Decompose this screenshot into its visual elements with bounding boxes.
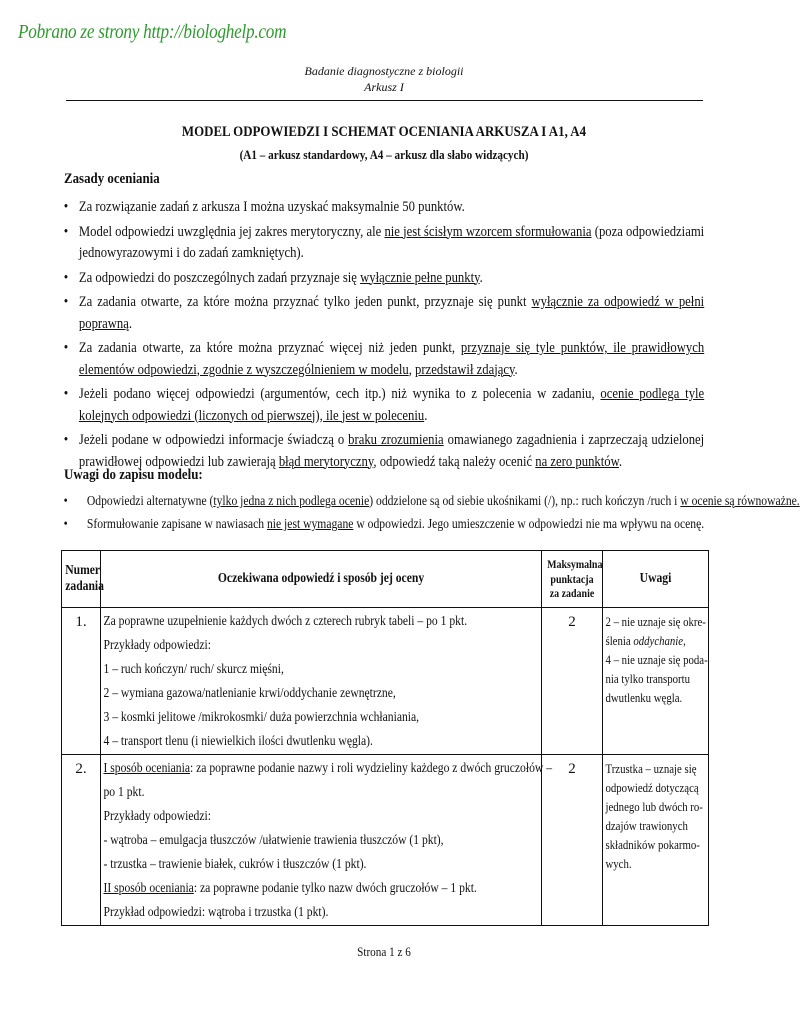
page-footer: Strona 1 z 6 (357, 944, 411, 959)
text-line: Trzustka – uznaje się (605, 761, 697, 776)
row-answer (101, 608, 466, 754)
row-answer (101, 755, 553, 925)
text-line: składników pokarmo- (605, 837, 700, 852)
row-remarks-cell (603, 608, 709, 755)
page-subtitle: (A1 – arkusz standardowy, A4 – arkusz dla słabo widzących) (239, 147, 529, 162)
text-line: ślenia oddychanie, (605, 633, 686, 648)
row-answer-cell (101, 755, 553, 926)
page-title: MODEL ODPOWIEDZI I SCHEMAT OCENIANIA ARKUSZA I A1, A4 (181, 124, 587, 140)
rule-item: • Jeżeli podane w odpowiedzi informacje świadczą o braku zrozumienia omawianego zagadnienia i zaprzeczają udzielonej prawidłowej odpowiedzi lub zawierają błąd merytoryczny, odpowiedź taką należy ocenić na zero punktów. (63, 432, 705, 470)
text-line: Za poprawne uzupełnienie każdych dwóch z czterech rubryk tabeli – po 1 pkt. (103, 614, 468, 629)
text-line: Przykłady odpowiedzi: (103, 809, 211, 824)
header-number-line: zadania (65, 579, 104, 594)
rule-item: • Za zadania otwarte, za które można przyznać tylko jeden punkt, przyznaje się punkt wyłącznie za odpowiedź w pełni poprawną. (63, 294, 705, 332)
notes-list (62, 491, 800, 537)
header-number (62, 551, 104, 608)
rules-list (62, 197, 704, 476)
text-line: wych. (605, 856, 632, 871)
document-header-line1: Badanie diagnostyczne z biologii (304, 64, 464, 78)
rule-item: • Model odpowiedzi uwzględnia jej zakres merytoryczny, ale nie jest ścisłym wzorcem sformułowania (poza odpowiedziami jednowyrazowymi i do zadań zamkniętych). (63, 223, 705, 261)
text-line: II sposób oceniania: za poprawne podanie tylko nazw dwóch gruczołów – 1 pkt. (103, 881, 477, 896)
header-remarks (603, 551, 709, 608)
table-row (62, 755, 709, 926)
row-remarks (603, 608, 708, 707)
bullet-icon: • (63, 432, 69, 448)
bullet-icon: • (63, 294, 69, 310)
header-answer (101, 551, 542, 608)
header-points-line: za zadanie (549, 586, 595, 601)
row-number-cell (62, 755, 101, 926)
text-line: Przykłady odpowiedzi: (103, 638, 211, 653)
rule-item: • Za odpowiedzi do poszczególnych zadań przyznaje się wyłącznie pełne punkty. (62, 268, 704, 290)
header-points (542, 551, 603, 608)
text-line: Przykład odpowiedzi: wątroba i trzustka (1 pkt). (103, 905, 329, 920)
row-points: 2 (568, 761, 576, 777)
note-item: • Sformułowanie zapisane w nawiasach nie jest wymagane w odpowiedzi. Jego umieszczenie w odpowiedzi nie ma wpływu na ocenę. (62, 514, 701, 535)
notes-heading: Uwagi do zapisu modelu: (64, 467, 203, 483)
header-number-line: Numer (65, 563, 101, 578)
bullet-icon: • (63, 269, 69, 286)
text-line: 1 – ruch kończyn/ ruch/ skurcz mięśni, (103, 662, 284, 677)
header-points-line: punktacja (550, 571, 594, 586)
bullet-icon: • (63, 340, 69, 356)
row-number: 1. (75, 614, 87, 630)
text-line: - trzustka – trawienie białek, cukrów i tłuszczów (1 pkt). (103, 857, 367, 872)
bullet-icon: • (63, 223, 69, 240)
bullet-icon: • (63, 517, 68, 532)
text-line: 3 – kosmki jelitowe /mikrokosmki/ duża powierzchnia wchłaniania, (103, 710, 420, 725)
bullet-icon: • (63, 386, 69, 402)
header-points-line: Maksymalna (547, 557, 603, 572)
text-line: odpowiedź dotyczącą (605, 780, 699, 795)
table-row (62, 608, 709, 755)
text-line: 4 – transport tlenu (i niewielkich ilości dwutlenku węgla). (103, 734, 373, 749)
text-line: - wątroba – emulgacja tłuszczów /ułatwienie trawienia tłuszczów (1 pkt), (103, 833, 444, 848)
row-remarks (603, 755, 703, 873)
header-rule (66, 100, 703, 101)
document-header-line2: Arkusz I (364, 80, 404, 94)
scoring-table (61, 550, 709, 926)
row-points: 2 (568, 614, 576, 630)
row-points-cell (542, 755, 603, 926)
row-points-cell (542, 608, 603, 755)
text-line: I sposób oceniania: za poprawne podanie nazwy i roli wydzieliny każdego z dwóch gruczołów – (103, 761, 553, 776)
header-answer-text: Oczekiwana odpowiedź i sposób jej oceny (217, 571, 425, 586)
rule-item: • Za rozwiązanie zadań z arkusza I można uzyskać maksymalnie 50 punktów. (62, 197, 704, 219)
text-line: nia tylko transportu (605, 671, 691, 686)
text-line: po 1 pkt. (103, 785, 145, 800)
rule-item: • Za zadania otwarte, za które można przyznać więcej niż jeden punkt, przyznaje się tyle punktów, ile prawidłowych elementów odpowiedzi, zgodnie z wyszczególnieniem w modelu, przedstawił zdający. (63, 340, 705, 378)
text-line: dzajów trawionych (605, 818, 688, 833)
text-line: 2 – wymiana gazowa/natlenianie krwi/oddychanie zewnętrzne, (103, 686, 396, 701)
note-item: • Odpowiedzi alternatywne (tylko jedna z nich podlega ocenie) oddzielone są od siebie ukośnikami (/), np.: ruch kończyn /ruch i w ocenie są równoważne. (62, 491, 701, 512)
rules-heading: Zasady oceniania (64, 171, 160, 187)
table-header-row (62, 551, 709, 608)
row-number-cell (62, 608, 101, 755)
bullet-icon: • (63, 494, 68, 509)
source-watermark: Pobrano ze strony http://biologhelp.com (18, 21, 287, 43)
row-answer-cell (101, 608, 542, 755)
row-number: 2. (75, 761, 87, 777)
row-remarks-cell (603, 755, 709, 926)
text-line: dwutlenku węgla. (605, 690, 683, 705)
header-remarks-text: Uwagi (639, 571, 672, 586)
text-line: 4 – nie uznaje się poda- (605, 652, 708, 667)
text-line: 2 – nie uznaje się okre- (605, 614, 706, 629)
text-line: jednego lub dwóch ro- (605, 799, 703, 814)
rule-item: • Jeżeli podano więcej odpowiedzi (argumentów, cech itp.) niż wynika to z polecenia w zadaniu, ocenie podlega tyle kolejnych odpowiedzi (liczonych od pierwszej), ile jest w poleceniu. (63, 386, 705, 424)
bullet-icon: • (63, 199, 69, 215)
